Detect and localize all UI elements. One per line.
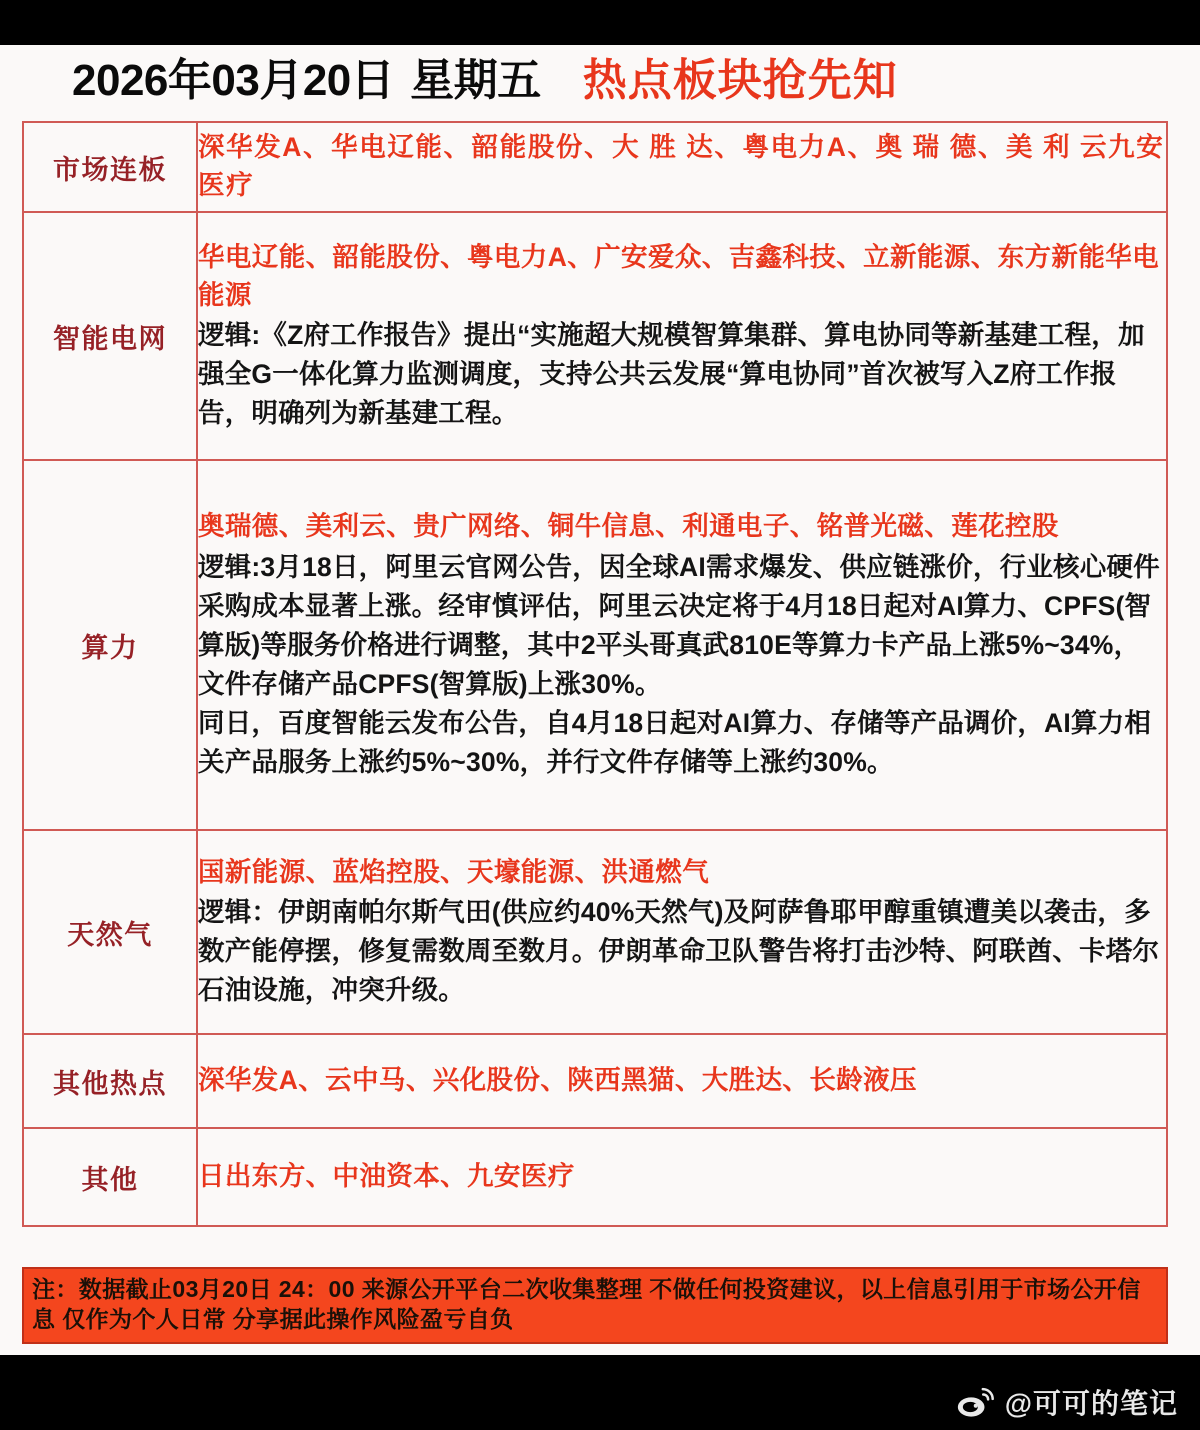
row-label-lianban: 市场连板 xyxy=(23,122,197,212)
row-label-natural-gas: 天然气 xyxy=(23,830,197,1034)
table-row xyxy=(23,1034,1167,1128)
table-row xyxy=(23,1128,1167,1226)
stock-list: 日出东方、中油资本、九安医疗 xyxy=(198,1161,575,1192)
row-content-natural-gas xyxy=(197,830,1167,1034)
watermark xyxy=(957,1382,1178,1422)
logic-text: 逻辑:3月18日，阿里云官网公告，因全球AI需求爆发、供应链涨价，行业核心硬件采购成本显著上涨。经审慎评估，阿里云决定将于4月18日起对AI算力、CPFS(智算版)等服务价格进行调整，其中2平头哥真武810E等算力卡产品上涨5%~34%，文件存储产品CPFS(智算版)上涨30%。 xyxy=(198,551,1160,699)
stock-list: 华电辽能、韶能股份、粤电力A、广安爱众、吉鑫科技、立新能源、东方新能华电能源 xyxy=(198,241,1160,310)
table-row xyxy=(23,212,1167,460)
row-content-other-hotspots xyxy=(197,1034,1167,1128)
row-label-smart-grid: 智能电网 xyxy=(23,212,197,460)
row-label-other: 其他 xyxy=(23,1128,197,1226)
watermark-handle: @可可的笔记 xyxy=(1004,1388,1178,1419)
table-row xyxy=(23,122,1167,212)
stock-list: 深华发A、云中马、兴化股份、陕西黑猫、大胜达、长龄液压 xyxy=(198,1065,917,1096)
header-weekday: 星期五 xyxy=(410,56,541,105)
page-title xyxy=(72,56,541,105)
logic-text-secondary: 同日，百度智能云发布公告，自4月18日起对AI算力、存储等产品调价，AI算力相关产品服务上涨约5%~30%，并行文件存储等上涨约30%。 xyxy=(198,707,1152,777)
disclaimer-banner: 注：数据截止03月20日 24：00 来源公开平台二次收集整理 不做任何投资建议，以上信息引用于市场公开信息 仅作为个人日常 分享据此操作风险盈亏自负 xyxy=(22,1267,1168,1344)
stock-list: 国新能源、蓝焰控股、天壕能源、洪通燃气 xyxy=(198,856,710,887)
row-label-other-hotspots: 其他热点 xyxy=(23,1034,197,1128)
weibo-icon xyxy=(957,1386,997,1418)
table-row xyxy=(23,830,1167,1034)
row-content-other xyxy=(197,1128,1167,1226)
hot-sectors-table xyxy=(22,121,1168,1227)
table-row xyxy=(23,460,1167,830)
logic-text: 逻辑：伊朗南帕尔斯气田(供应约40%天然气)及阿萨鲁耶甲醇重镇遭美以袭击，多数产能停摆，修复需数周至数月。伊朗革命卫队警告将打击沙特、阿联酋、卡塔尔石油设施，冲突升级。 xyxy=(198,897,1160,1006)
poster-header xyxy=(0,45,1200,117)
stock-list: 奥瑞德、美利云、贵广网络、铜牛信息、利通电子、铭普光磁、莲花控股 xyxy=(198,511,1059,542)
row-content-lianban xyxy=(197,122,1167,212)
row-content-computing-power xyxy=(197,460,1167,830)
row-label-computing-power: 算力 xyxy=(23,460,197,830)
header-date: 2026年03月20日 xyxy=(72,56,395,105)
header-headline: 热点板块抢先知 xyxy=(582,56,898,105)
stock-list: 深华发A、华电辽能、韶能股份、大 胜 达、粤电力A、奥 瑞 德、美 利 云九安医疗 xyxy=(198,132,1165,200)
row-content-smart-grid xyxy=(197,212,1167,460)
logic-text: 逻辑:《Z府工作报告》提出“实施超大规模智算集群、算电协同等新基建工程，加强全G一体化算力监测调度，支持公共云发展“算电协同”首次被写入Z府工作报告，明确列为新基建工程。 xyxy=(198,320,1145,429)
poster-card xyxy=(0,45,1200,1355)
